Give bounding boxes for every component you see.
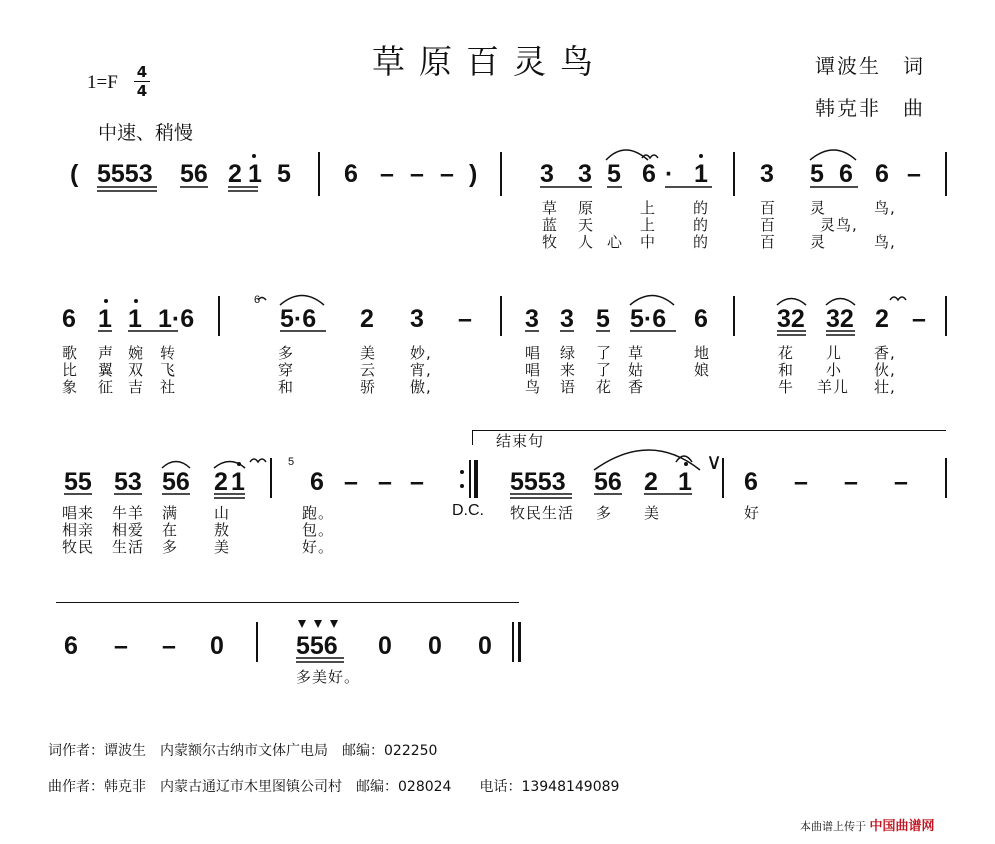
note: 3 [560, 305, 574, 333]
lyric: 上 [640, 199, 657, 217]
song-title: 草原百灵鸟 [372, 42, 607, 81]
note: 5 [607, 160, 621, 188]
note: 2 [228, 160, 242, 188]
time-signature-bottom: 4 [136, 82, 148, 100]
lyric: 象 [62, 378, 79, 396]
note: ) [469, 160, 478, 188]
note: 1 [231, 468, 245, 496]
note: – [162, 632, 176, 660]
lyric: 的 [693, 216, 710, 234]
note: 1 [678, 468, 692, 496]
lyric: 心 [607, 233, 624, 251]
lyric: 生活 [112, 538, 145, 556]
slur [162, 462, 190, 469]
accent-mark [330, 620, 338, 628]
lyric: 百 [760, 199, 777, 217]
lyric: 鸟, [874, 199, 896, 217]
lyric: 花 [778, 344, 795, 362]
lyric: 跑。 [302, 504, 335, 522]
note: 0 [478, 632, 492, 660]
lyric: 好。 [302, 538, 335, 556]
lyric: 飞 [160, 361, 177, 379]
note: · [665, 160, 674, 188]
lyric: 羊儿 [817, 378, 850, 396]
lyric: 灵鸟, [820, 216, 858, 234]
note: – [440, 160, 454, 188]
lyric: 天 [578, 216, 595, 234]
composer-info: 曲作者：韩克非 内蒙古通辽市木里图镇公司村 邮编：028024 电话：13948149089 [48, 779, 620, 795]
note: 56 [594, 468, 622, 496]
lyric: 灵 [810, 199, 827, 217]
note: 5 [596, 305, 610, 333]
note: 3 [760, 160, 774, 188]
lyric: 香 [628, 378, 645, 396]
lyric: 相亲 [62, 521, 95, 539]
accent-mark [314, 620, 322, 628]
lyric: 多 [278, 344, 295, 362]
lyric: 双 [128, 361, 145, 379]
lyric: 牧民生活 [510, 504, 575, 522]
note: ( [70, 160, 79, 188]
lyric: 转 [160, 344, 177, 362]
note: 2 [214, 468, 228, 496]
lyric: 美 [360, 344, 377, 362]
grace-note: 5 [288, 456, 295, 468]
note: 556 [296, 632, 338, 660]
lyric: 征 [98, 378, 115, 396]
lyric: 牛 [778, 378, 795, 396]
octave-dot [134, 299, 138, 303]
note: – [907, 160, 921, 188]
note: 1 [98, 305, 112, 333]
octave-dot [684, 462, 688, 466]
note: 6 [694, 305, 708, 333]
note: 1·6 [158, 305, 195, 333]
slur [594, 450, 700, 470]
tempo-marking: 中速、稍慢 [98, 122, 194, 144]
lyric: 语 [560, 378, 577, 396]
note: – [114, 632, 128, 660]
note: 1 [128, 305, 142, 333]
grace-slur [258, 298, 266, 301]
lyric: 好 [744, 504, 761, 522]
lyric: 妙, [410, 344, 432, 362]
lyric: 山 [214, 504, 231, 522]
note: – [378, 468, 392, 496]
note: 2 [875, 305, 889, 333]
octave-dot [237, 462, 241, 466]
lyric: 多 [596, 504, 613, 522]
lyric: 在 [162, 521, 179, 539]
lyric: 社 [160, 378, 177, 396]
lyric: 唱来 [62, 504, 95, 522]
lyric: 原 [578, 199, 595, 217]
lyric: 草 [628, 344, 645, 362]
lyric: 婉 [128, 344, 145, 362]
lyric: 满 [162, 504, 179, 522]
upload-note: 本曲谱上传于 [800, 820, 866, 833]
note: 6 [642, 160, 656, 188]
lyric: 姑 [628, 361, 645, 379]
note: 6 [310, 468, 324, 496]
octave-dot [252, 154, 256, 158]
note: 6 [744, 468, 758, 496]
lyric: 吉 [128, 378, 145, 396]
accent-mark [298, 620, 306, 628]
note: 0 [210, 632, 224, 660]
lyric: 鸟, [874, 233, 896, 251]
lyric: 绿 [560, 344, 577, 362]
note: – [410, 468, 424, 496]
grace-note: 6 [254, 294, 261, 306]
dc-marking: D.C. [452, 502, 484, 519]
note: 6 [875, 160, 889, 188]
lyric: 翼 [98, 361, 115, 379]
slur [826, 299, 855, 306]
lyric: 地 [694, 344, 711, 362]
note: 6 [64, 632, 78, 660]
slur [606, 150, 648, 160]
lyricist-credit: 谭波生 词 [815, 54, 925, 78]
note: 53 [114, 468, 142, 496]
lyric: 美 [644, 504, 661, 522]
lyric: 壮, [874, 378, 896, 396]
breath-mark: ∨ [706, 450, 723, 475]
lyric: 草 [542, 199, 559, 217]
note: 5 [810, 160, 824, 188]
lyric: 牧 [542, 233, 559, 251]
time-signature-top: 4 [136, 63, 148, 81]
note: 0 [378, 632, 392, 660]
lyric: 声 [98, 344, 115, 362]
lyric: 牛羊 [112, 504, 145, 522]
note: 1 [248, 160, 262, 188]
octave-dot [104, 299, 108, 303]
lyric: 花 [596, 378, 613, 396]
note: 5553 [97, 160, 153, 188]
lyric: 伙, [874, 361, 896, 379]
lyric: 百 [760, 233, 777, 251]
note: 56 [180, 160, 208, 188]
mordent [890, 297, 906, 300]
lyric: 敖 [214, 521, 231, 539]
note: 6 [344, 160, 358, 188]
note: – [844, 468, 858, 496]
note: 6 [62, 305, 76, 333]
lyric: 美 [214, 538, 231, 556]
note: 5553 [510, 468, 566, 496]
lyric: 傲, [410, 378, 432, 396]
lyric: 了 [596, 361, 613, 379]
lyric: 娘 [694, 361, 711, 379]
note: 3 [525, 305, 539, 333]
lyric: 灵 [810, 233, 827, 251]
note: 3 [578, 160, 592, 188]
note: 1 [694, 160, 708, 188]
lyric: 小 [826, 361, 843, 379]
lyric: 宵, [410, 361, 432, 379]
note: 5·6 [280, 305, 317, 333]
note: – [380, 160, 394, 188]
note: – [794, 468, 808, 496]
slur [777, 299, 806, 306]
slur [280, 296, 324, 306]
note: – [458, 305, 472, 333]
note: – [344, 468, 358, 496]
note: 2 [644, 468, 658, 496]
site-logo: 中国曲谱网 [869, 818, 935, 833]
note: 5·6 [630, 305, 667, 333]
slur [810, 150, 856, 160]
ending-label: 结束句 [496, 432, 545, 450]
note: 56 [162, 468, 190, 496]
lyric: 唱 [525, 344, 542, 362]
lyricist-info: 词作者：谭波生 内蒙额尔古纳市文体广电局 邮编：022250 [48, 743, 438, 759]
lyric: 云 [360, 361, 377, 379]
note: 3 [540, 160, 554, 188]
lyric: 儿 [826, 344, 843, 362]
lyric: 多美好。 [296, 668, 361, 686]
lyric: 包。 [302, 521, 335, 539]
lyric: 牧民 [62, 538, 95, 556]
lyric: 鸟 [525, 378, 542, 396]
note: – [894, 468, 908, 496]
note: 55 [64, 468, 92, 496]
lyric: 来 [560, 361, 577, 379]
lyric: 唱 [525, 361, 542, 379]
note: 6 [839, 160, 853, 188]
lyric: 百 [760, 216, 777, 234]
note: 2 [360, 305, 374, 333]
lyric: 上 [640, 216, 657, 234]
lyric: 蓝 [542, 216, 559, 234]
note: 0 [428, 632, 442, 660]
lyric: 多 [162, 538, 179, 556]
lyric: 穿 [278, 361, 295, 379]
lyric: 的 [693, 199, 710, 217]
note: 5 [277, 160, 291, 188]
note: – [410, 160, 424, 188]
note: 32 [826, 305, 854, 333]
lyric: 骄 [360, 378, 377, 396]
lyric: 和 [778, 361, 795, 379]
key-signature: 1=F [87, 72, 118, 93]
lyric: 歌 [62, 344, 79, 362]
lyric: 了 [596, 344, 613, 362]
octave-dot [699, 154, 703, 158]
note: 3 [410, 305, 424, 333]
lyric: 和 [278, 378, 295, 396]
lyric: 比 [62, 361, 79, 379]
slur [630, 296, 674, 306]
note: – [912, 305, 926, 333]
lyric: 的 [693, 233, 710, 251]
lyric: 香, [874, 344, 896, 362]
composer-credit: 韩克非 曲 [815, 96, 925, 120]
mordent [250, 459, 266, 462]
note: 32 [777, 305, 805, 333]
lyric: 人 [578, 233, 595, 251]
lyric: 中 [640, 233, 657, 251]
lyric: 相爱 [112, 521, 145, 539]
site-footer [800, 815, 935, 834]
